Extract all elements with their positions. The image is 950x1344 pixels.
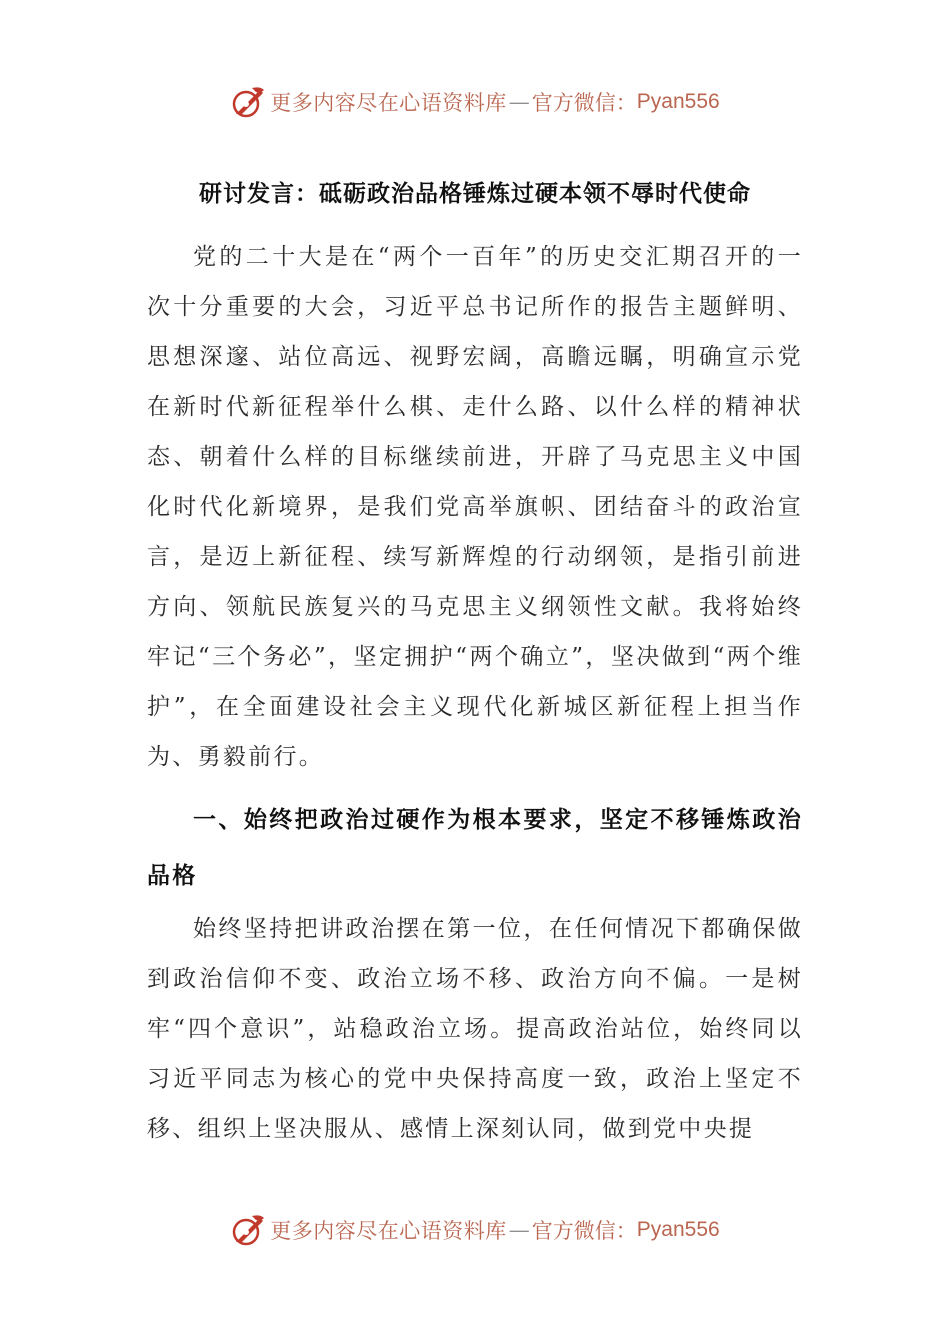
quill-logo-icon — [230, 84, 266, 120]
body-section-intro — [147, 232, 803, 782]
header-watermark-banner — [0, 82, 950, 122]
footer-watermark-banner — [0, 1210, 950, 1250]
watermark-contact-id: Pyan556 — [636, 90, 720, 113]
watermark-contact-id: Pyan556 — [636, 1218, 720, 1241]
paragraph-section-1: 始终坚持把讲政治摆在第一位，在任何情况下都确保做到政治信仰不变、政治立场不移、政治方向不偏。一是树牢“四个意识”，站稳政治立场。提高政治站位，始终同以习近平同志为核心的党中央保持高度一致，政治上坚定不移、组织上坚决服从、感情上深刻认同，做到党中央提 — [147, 916, 803, 1142]
section-heading-1: 一、始终把政治过硬作为根本要求，坚定不移锤炼政治品格 — [147, 806, 803, 889]
document-title: 研讨发言：砥砺政治品格锤炼过硬本领不辱时代使命 — [199, 180, 751, 207]
quill-logo-icon — [230, 1212, 266, 1248]
watermark-separator: — — [508, 1218, 530, 1242]
watermark-separator: — — [508, 90, 530, 114]
watermark-text: 更多内容尽在心语资料库 — [270, 1219, 507, 1243]
body-section-1 — [147, 904, 803, 1154]
watermark-contact-label: 官方微信： — [531, 91, 637, 115]
watermark-text: 更多内容尽在心语资料库 — [270, 91, 507, 115]
watermark-contact-label: 官方微信： — [531, 1219, 637, 1243]
paragraph-intro: 党的二十大是在“两个一百年”的历史交汇期召开的一次十分重要的大会，习近平总书记所作的报告主题鲜明、思想深邃、站位高远、视野宏阔，高瞻远瞩，明确宣示党在新时代新征程举什么棋、走什么路、以什么样的精神状态、朝着什么样的目标继续前进，开辟了马克思主义中国化时代化新境界，是我们党高举旗帜、团结奋斗的政治宣言，是迈上新征程、续写新辉煌的行动纲领，是指引前进方向、领航民族复兴的马克思主义纲领性文献。我将始终牢记“三个务必”，坚定拥护“两个确立”，坚决做到“两个维护”，在全面建设社会主义现代化新城区新征程上担当作为、勇毅前行。 — [147, 244, 803, 770]
